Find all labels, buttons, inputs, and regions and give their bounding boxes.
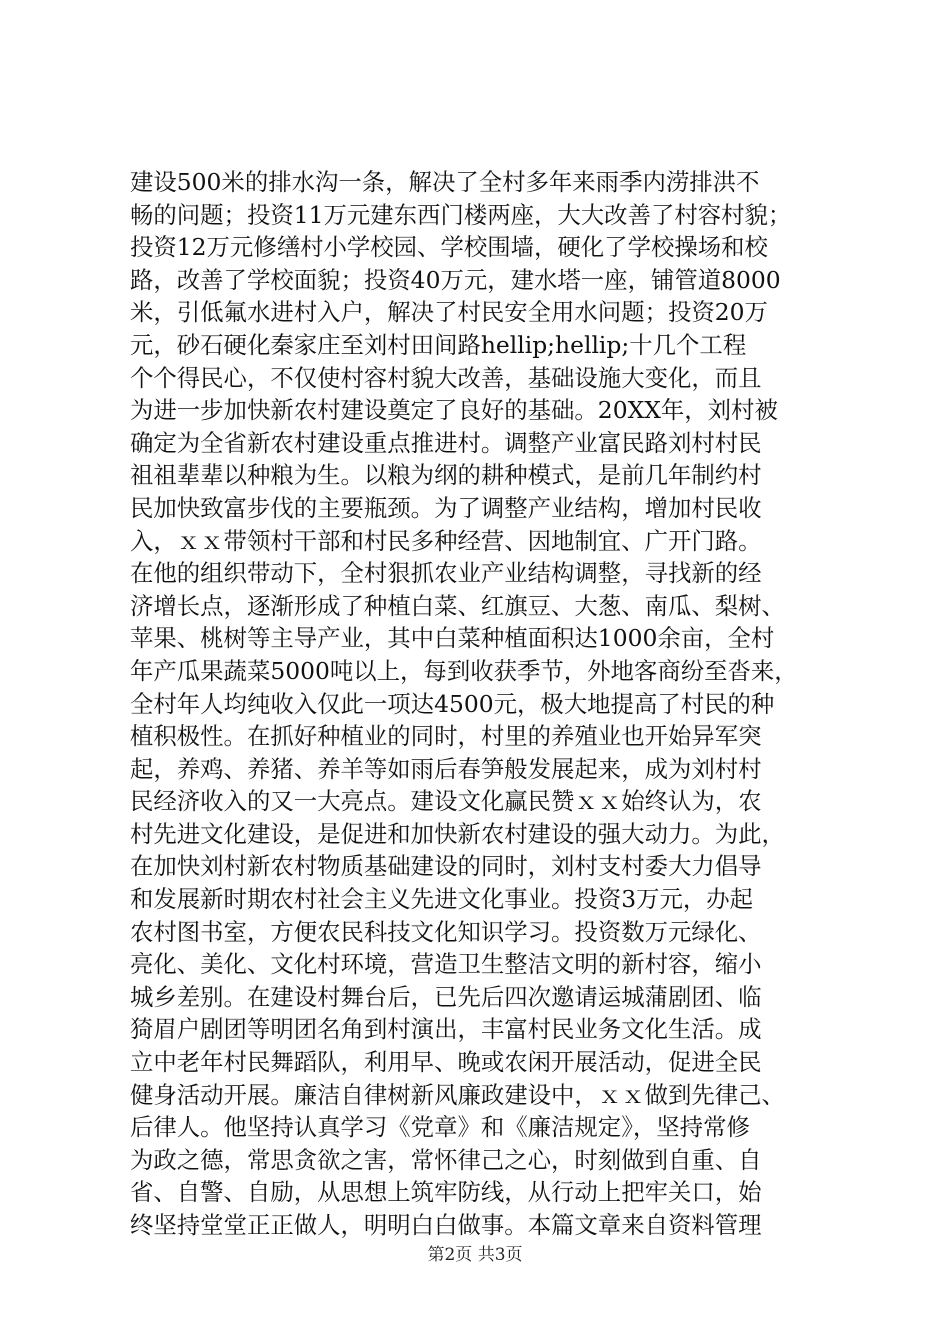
body-text xyxy=(130,166,830,1242)
text-line: 路，改善了学校面貌；投资40万元，建水塔一座，铺管道8000 xyxy=(130,265,781,294)
text-line: 祖祖辈辈以种粮为生。以粮为纲的耕种模式，是前几年制约村 xyxy=(130,461,762,490)
text-line: 民加快致富步伐的主要瓶颈。为了调整产业结构，增加村民收 xyxy=(130,493,762,522)
text-line: 在他的组织带动下，全村狠抓农业产业结构调整，寻找新的经 xyxy=(130,559,762,588)
text-line: 入，ｘｘ带领村干部和村民多种经营、因地制宜、广开门路。 xyxy=(130,526,762,555)
text-line: 全村年人均纯收入仅此一项达4500元，极大地提高了村民的种 xyxy=(130,689,775,718)
text-line: 畅的问题；投资11万元建东西门楼两座，大大改善了村容村貌； xyxy=(130,200,792,229)
text-line: 省、自警、自励，从思想上筑牢防线，从行动上把牢关口，始 xyxy=(130,1178,762,1207)
text-line: 亮化、美化、文化村环境，营造卫生整洁文明的新村容，缩小 xyxy=(130,950,762,979)
text-line: 确定为全省新农村建设重点推进村。调整产业富民路刘村村民 xyxy=(130,428,762,457)
text-line: 济增长点，逐渐形成了种植白菜、红旗豆、大葱、南瓜、梨树、 xyxy=(130,591,785,620)
text-line: 猗眉户剧团等明团名角到村演出，丰富村民业务文化生活。成 xyxy=(130,1015,762,1044)
text-line: 个个得民心，不仅使村容村貌大改善，基础设施大变化，而且 xyxy=(130,363,762,392)
text-line: 立中老年村民舞蹈队，利用早、晚或农闲开展活动，促进全民 xyxy=(130,1048,762,1077)
text-line: 苹果、桃树等主导产业，其中白菜种植面积达1000余亩，全村 xyxy=(130,624,775,653)
text-line: 村先进文化建设，是促进和加快新农村建设的强大动力。为此， xyxy=(130,819,785,848)
text-line: 投资12万元修缮村小学校园、学校围墙，硬化了学校操场和校 xyxy=(130,233,768,262)
text-line: 终坚持堂堂正正做人，明明白白做事。本篇文章来自资料管理 xyxy=(130,1211,762,1239)
text-line: 民经济收入的又一大亮点。建设文化赢民赞ｘｘ始终认为，农 xyxy=(130,787,762,816)
text-line: 年产瓜果蔬菜5000吨以上，每到收获季节，外地客商纷至沓来， xyxy=(130,656,798,685)
text-line: 为进一步加快新农村建设奠定了良好的基础。20XX年，刘村被 xyxy=(130,396,778,425)
text-line: 起，养鸡、养猪、养羊等如雨后春笋般发展起来，成为刘村村 xyxy=(130,754,762,783)
text-line: 米，引低氟水进村入户，解决了村民安全用水问题；投资20万 xyxy=(130,298,768,327)
text-line: 元，砂石硬化秦家庄至刘村田间路hellip;hellip;十几个工程 xyxy=(130,330,747,359)
text-line: 城乡差别。在建设村舞台后，已先后四次邀请运城蒲剧团、临 xyxy=(130,982,762,1011)
page-footer: 第2页 共3页 xyxy=(427,1245,523,1265)
text-line: 和发展新时期农村社会主义先进文化事业。投资3万元，办起 xyxy=(130,885,754,914)
text-line: 建设500米的排水沟一条，解决了全村多年来雨季内涝排洪不 xyxy=(130,168,760,196)
text-line: 农村图书室，方便农民科技文化知识学习。投资数万元绿化、 xyxy=(130,917,762,946)
text-line: 在加快刘村新农村物质基础建设的同时，刘村支村委大力倡导 xyxy=(130,852,762,881)
text-line: 为政之德，常思贪欲之害，常怀律己之心，时刻做到自重、自 xyxy=(130,1145,762,1174)
text-line: 后律人。他坚持认真学习《党章》和《廉洁规定》，坚持常修 xyxy=(130,1113,750,1142)
text-line: 植积极性。在抓好种植业的同时，村里的养殖业也开始异军突 xyxy=(130,722,762,751)
text-line: 健身活动开展。廉洁自律树新风廉政建设中，ｘｘ做到先律己、 xyxy=(130,1080,785,1109)
